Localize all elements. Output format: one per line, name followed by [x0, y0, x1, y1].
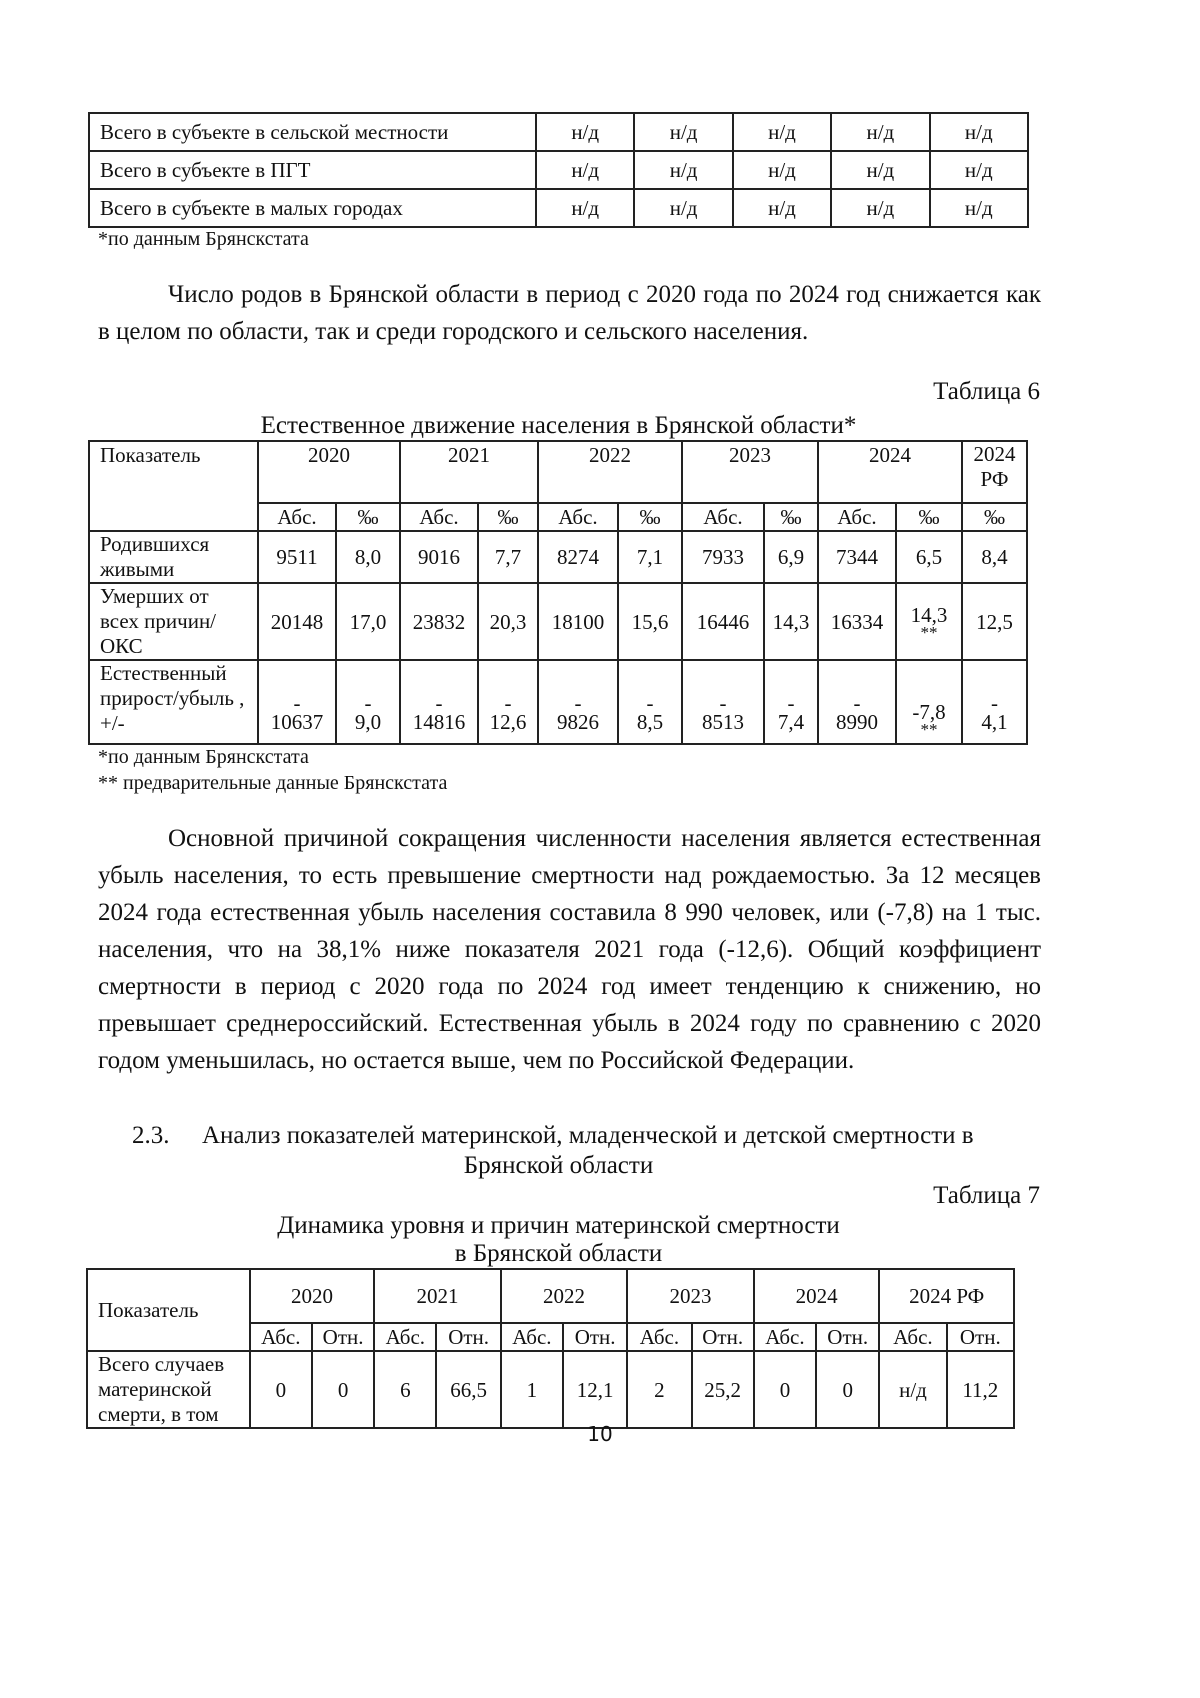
- rf-header: 2024 РФ: [962, 441, 1027, 503]
- table-cell: [682, 660, 764, 744]
- table-settlement-types: [88, 112, 1029, 228]
- cell-value: 12,6: [489, 710, 527, 734]
- table-cell: 18100: [538, 583, 618, 660]
- table-cell: н/д: [879, 1351, 946, 1428]
- table-cell: н/д: [831, 189, 929, 227]
- table-cell: 17,0: [336, 583, 400, 660]
- section-title: Анализ показателей материнской, младенческой и детской смертности в: [202, 1122, 974, 1149]
- table-cell: [400, 660, 478, 744]
- table-row: [89, 151, 1028, 189]
- table-cell: 0: [312, 1351, 374, 1428]
- cell-value: 14,3: [910, 602, 948, 627]
- cell-value: 10637: [270, 710, 324, 734]
- table-cell: 9511: [258, 531, 336, 583]
- table-cell: н/д: [536, 189, 634, 227]
- table-cell: [258, 660, 336, 744]
- cell-value: 9,0: [354, 710, 382, 734]
- table-cell: 11,2: [947, 1351, 1014, 1428]
- table-cell: 0: [250, 1351, 312, 1428]
- year-header: 2023: [682, 441, 818, 503]
- table-cell: 7,7: [478, 531, 538, 583]
- table-cell: Всего в субъекте в малых городах: [89, 189, 536, 227]
- rel-header: Отн.: [692, 1323, 754, 1351]
- abs-header: Абс.: [538, 503, 618, 531]
- table-natural-movement: [88, 440, 1028, 745]
- table-row: [89, 531, 1027, 583]
- rel-header: Отн.: [947, 1323, 1014, 1351]
- column-header: Показатель: [87, 1269, 250, 1351]
- table-cell: 25,2: [692, 1351, 754, 1428]
- table-cell: 7933: [682, 531, 764, 583]
- column-header: Показатель: [89, 441, 258, 531]
- year-header: 2022: [501, 1269, 628, 1323]
- table-title: Динамика уровня и причин материнской смертности: [277, 1212, 840, 1239]
- minus-sign: -: [719, 691, 727, 715]
- table-header-row: [87, 1269, 1014, 1323]
- year-header: 2024: [754, 1269, 880, 1323]
- cell-value: 14816: [412, 710, 466, 734]
- row-label: Родившихся живыми: [89, 531, 258, 583]
- table-cell: н/д: [831, 113, 929, 151]
- table-cell: 20,3: [478, 583, 538, 660]
- cell-value: 8,5: [636, 710, 664, 734]
- year-header: 2020: [258, 441, 400, 503]
- table-cell: [818, 660, 896, 744]
- year-header: 2021: [400, 441, 538, 503]
- minus-sign: -: [293, 691, 301, 715]
- table-cell: н/д: [930, 151, 1028, 189]
- permille-header: ‰: [336, 503, 400, 531]
- permille-header: ‰: [618, 503, 682, 531]
- paragraph: Число родов в Брянской области в период с 2020 года по 2024 год снижается как в целом по области, так и среди городского и сельского населения.: [98, 281, 1041, 345]
- table-cell: [764, 660, 818, 744]
- table-row: [89, 660, 1027, 744]
- table-cell: н/д: [831, 151, 929, 189]
- table-cell: [538, 660, 618, 744]
- abs-header: Абс.: [879, 1323, 946, 1351]
- table-cell: 12,5: [962, 583, 1027, 660]
- table-label: Таблица 6: [933, 378, 1040, 405]
- table-cell: 6,9: [764, 531, 818, 583]
- abs-header: Абс.: [627, 1323, 691, 1351]
- abs-header: Абс.: [818, 503, 896, 531]
- minus-sign: -: [504, 691, 512, 715]
- table-cell: 0: [754, 1351, 816, 1428]
- table-cell: Всего в субъекте в ПГТ: [89, 151, 536, 189]
- row-label: Естественный прирост/убыль , +/-: [89, 660, 258, 744]
- table-title-cont: в Брянской области: [454, 1240, 663, 1267]
- cell-value: -7,8: [912, 700, 946, 724]
- table-label: Таблица 7: [933, 1182, 1040, 1209]
- table-cell: 9016: [400, 531, 478, 583]
- minus-sign: -: [853, 691, 861, 715]
- abs-header: Абс.: [258, 503, 336, 531]
- permille-header: ‰: [896, 503, 962, 531]
- table-cell: 7344: [818, 531, 896, 583]
- minus-sign: -: [364, 691, 372, 715]
- table-cell: 16446: [682, 583, 764, 660]
- table-row: [89, 583, 1027, 660]
- table-cell-preliminary: [896, 583, 962, 660]
- year-header: 2020: [250, 1269, 375, 1323]
- paragraph: Основной причиной сокращения численности населения является естественная убыль населения, то есть превышение смертности над рождаемостью. За 12 месяцев 2024 года естественная убыль населения составила 8 990 человек, или (-7,8) на 1 тыс. населения, что на 38,1% ниже показателя 2021 года (-12,6). Общий коэффициент смертности в период с 2020 года по 2024 год имеет тенденцию к снижению, но превышает среднероссийский. Естественная убыль в 2024 году по сравнению с 2020 годом уменьшилась, но остается выше, чем по Российской Федерации.: [98, 825, 1041, 1074]
- year-header: 2024 РФ: [879, 1269, 1014, 1323]
- table-footnote: *по данным Брянскстата: [98, 228, 309, 250]
- table-cell: Всего в субъекте в сельской местности: [89, 113, 536, 151]
- table-cell: [336, 660, 400, 744]
- table-row: [89, 189, 1028, 227]
- table-cell: 8,0: [336, 531, 400, 583]
- page-number: 10: [587, 1422, 613, 1446]
- table-cell: н/д: [733, 151, 831, 189]
- table-cell: 6,5: [896, 531, 962, 583]
- table-cell: 8,4: [962, 531, 1027, 583]
- minus-sign: -: [574, 691, 582, 715]
- table-cell: 7,1: [618, 531, 682, 583]
- table-cell: 66,5: [436, 1351, 500, 1428]
- minus-sign: -: [787, 691, 795, 715]
- table-cell: н/д: [634, 151, 732, 189]
- table-maternal-mortality: [86, 1268, 1015, 1429]
- rel-header: Отн.: [563, 1323, 627, 1351]
- table-cell: н/д: [634, 189, 732, 227]
- table-cell: [962, 660, 1027, 744]
- abs-header: Абс.: [374, 1323, 436, 1351]
- preliminary-mark: **: [920, 720, 938, 739]
- year-header: 2021: [374, 1269, 501, 1323]
- table-cell: н/д: [733, 113, 831, 151]
- table-cell: 20148: [258, 583, 336, 660]
- abs-header: Абс.: [754, 1323, 816, 1351]
- section-title-cont: Брянской области: [463, 1152, 654, 1179]
- abs-header: Абс.: [250, 1323, 312, 1351]
- table-cell: н/д: [733, 189, 831, 227]
- rel-header: Отн.: [816, 1323, 879, 1351]
- table-cell: 6: [374, 1351, 436, 1428]
- table-cell: н/д: [930, 189, 1028, 227]
- table-row: [87, 1351, 1014, 1428]
- cell-value: 4,1: [981, 710, 1008, 734]
- year-header: 2022: [538, 441, 682, 503]
- table-row: [89, 113, 1028, 151]
- table-cell: [478, 660, 538, 744]
- cell-value: 8513: [702, 710, 744, 734]
- section-number: 2.3.: [132, 1122, 170, 1149]
- table-cell: 8274: [538, 531, 618, 583]
- abs-header: Абс.: [682, 503, 764, 531]
- cell-value: 8990: [836, 710, 878, 734]
- table-cell: 1: [501, 1351, 563, 1428]
- year-header: 2024: [818, 441, 962, 503]
- rel-header: Отн.: [312, 1323, 374, 1351]
- minus-sign: -: [646, 691, 654, 715]
- table-header-row: [89, 441, 1027, 503]
- table-cell: 23832: [400, 583, 478, 660]
- table-cell: [618, 660, 682, 744]
- table-cell: н/д: [634, 113, 732, 151]
- row-label: Всего случаев материнской смерти, в том: [87, 1351, 250, 1428]
- preliminary-mark: **: [920, 622, 938, 642]
- table-cell: 14,3: [764, 583, 818, 660]
- abs-header: Абс.: [501, 1323, 563, 1351]
- minus-sign: -: [991, 691, 998, 715]
- year-header: 2023: [627, 1269, 754, 1323]
- table-cell: 2: [627, 1351, 691, 1428]
- table-cell-preliminary: [896, 660, 962, 744]
- table-footnote: ** предварительные данные Брянскстата: [98, 772, 448, 794]
- cell-value: 7,4: [777, 710, 805, 734]
- rel-header: Отн.: [436, 1323, 500, 1351]
- table-cell: 0: [816, 1351, 879, 1428]
- table-footnote: *по данным Брянскстата: [98, 746, 309, 768]
- table-cell: н/д: [536, 113, 634, 151]
- table-title: Естественное движение населения в Брянской области*: [260, 412, 857, 439]
- table-cell: 15,6: [618, 583, 682, 660]
- table-cell: 16334: [818, 583, 896, 660]
- abs-header: Абс.: [400, 503, 478, 531]
- table-cell: н/д: [536, 151, 634, 189]
- cell-value: 9826: [557, 710, 599, 734]
- minus-sign: -: [435, 691, 443, 715]
- permille-header: ‰: [764, 503, 818, 531]
- table-cell: 12,1: [563, 1351, 627, 1428]
- table-cell: н/д: [930, 113, 1028, 151]
- row-label: Умерших от всех причин/ОКС: [89, 583, 258, 660]
- permille-header: ‰: [962, 503, 1027, 531]
- permille-header: ‰: [478, 503, 538, 531]
